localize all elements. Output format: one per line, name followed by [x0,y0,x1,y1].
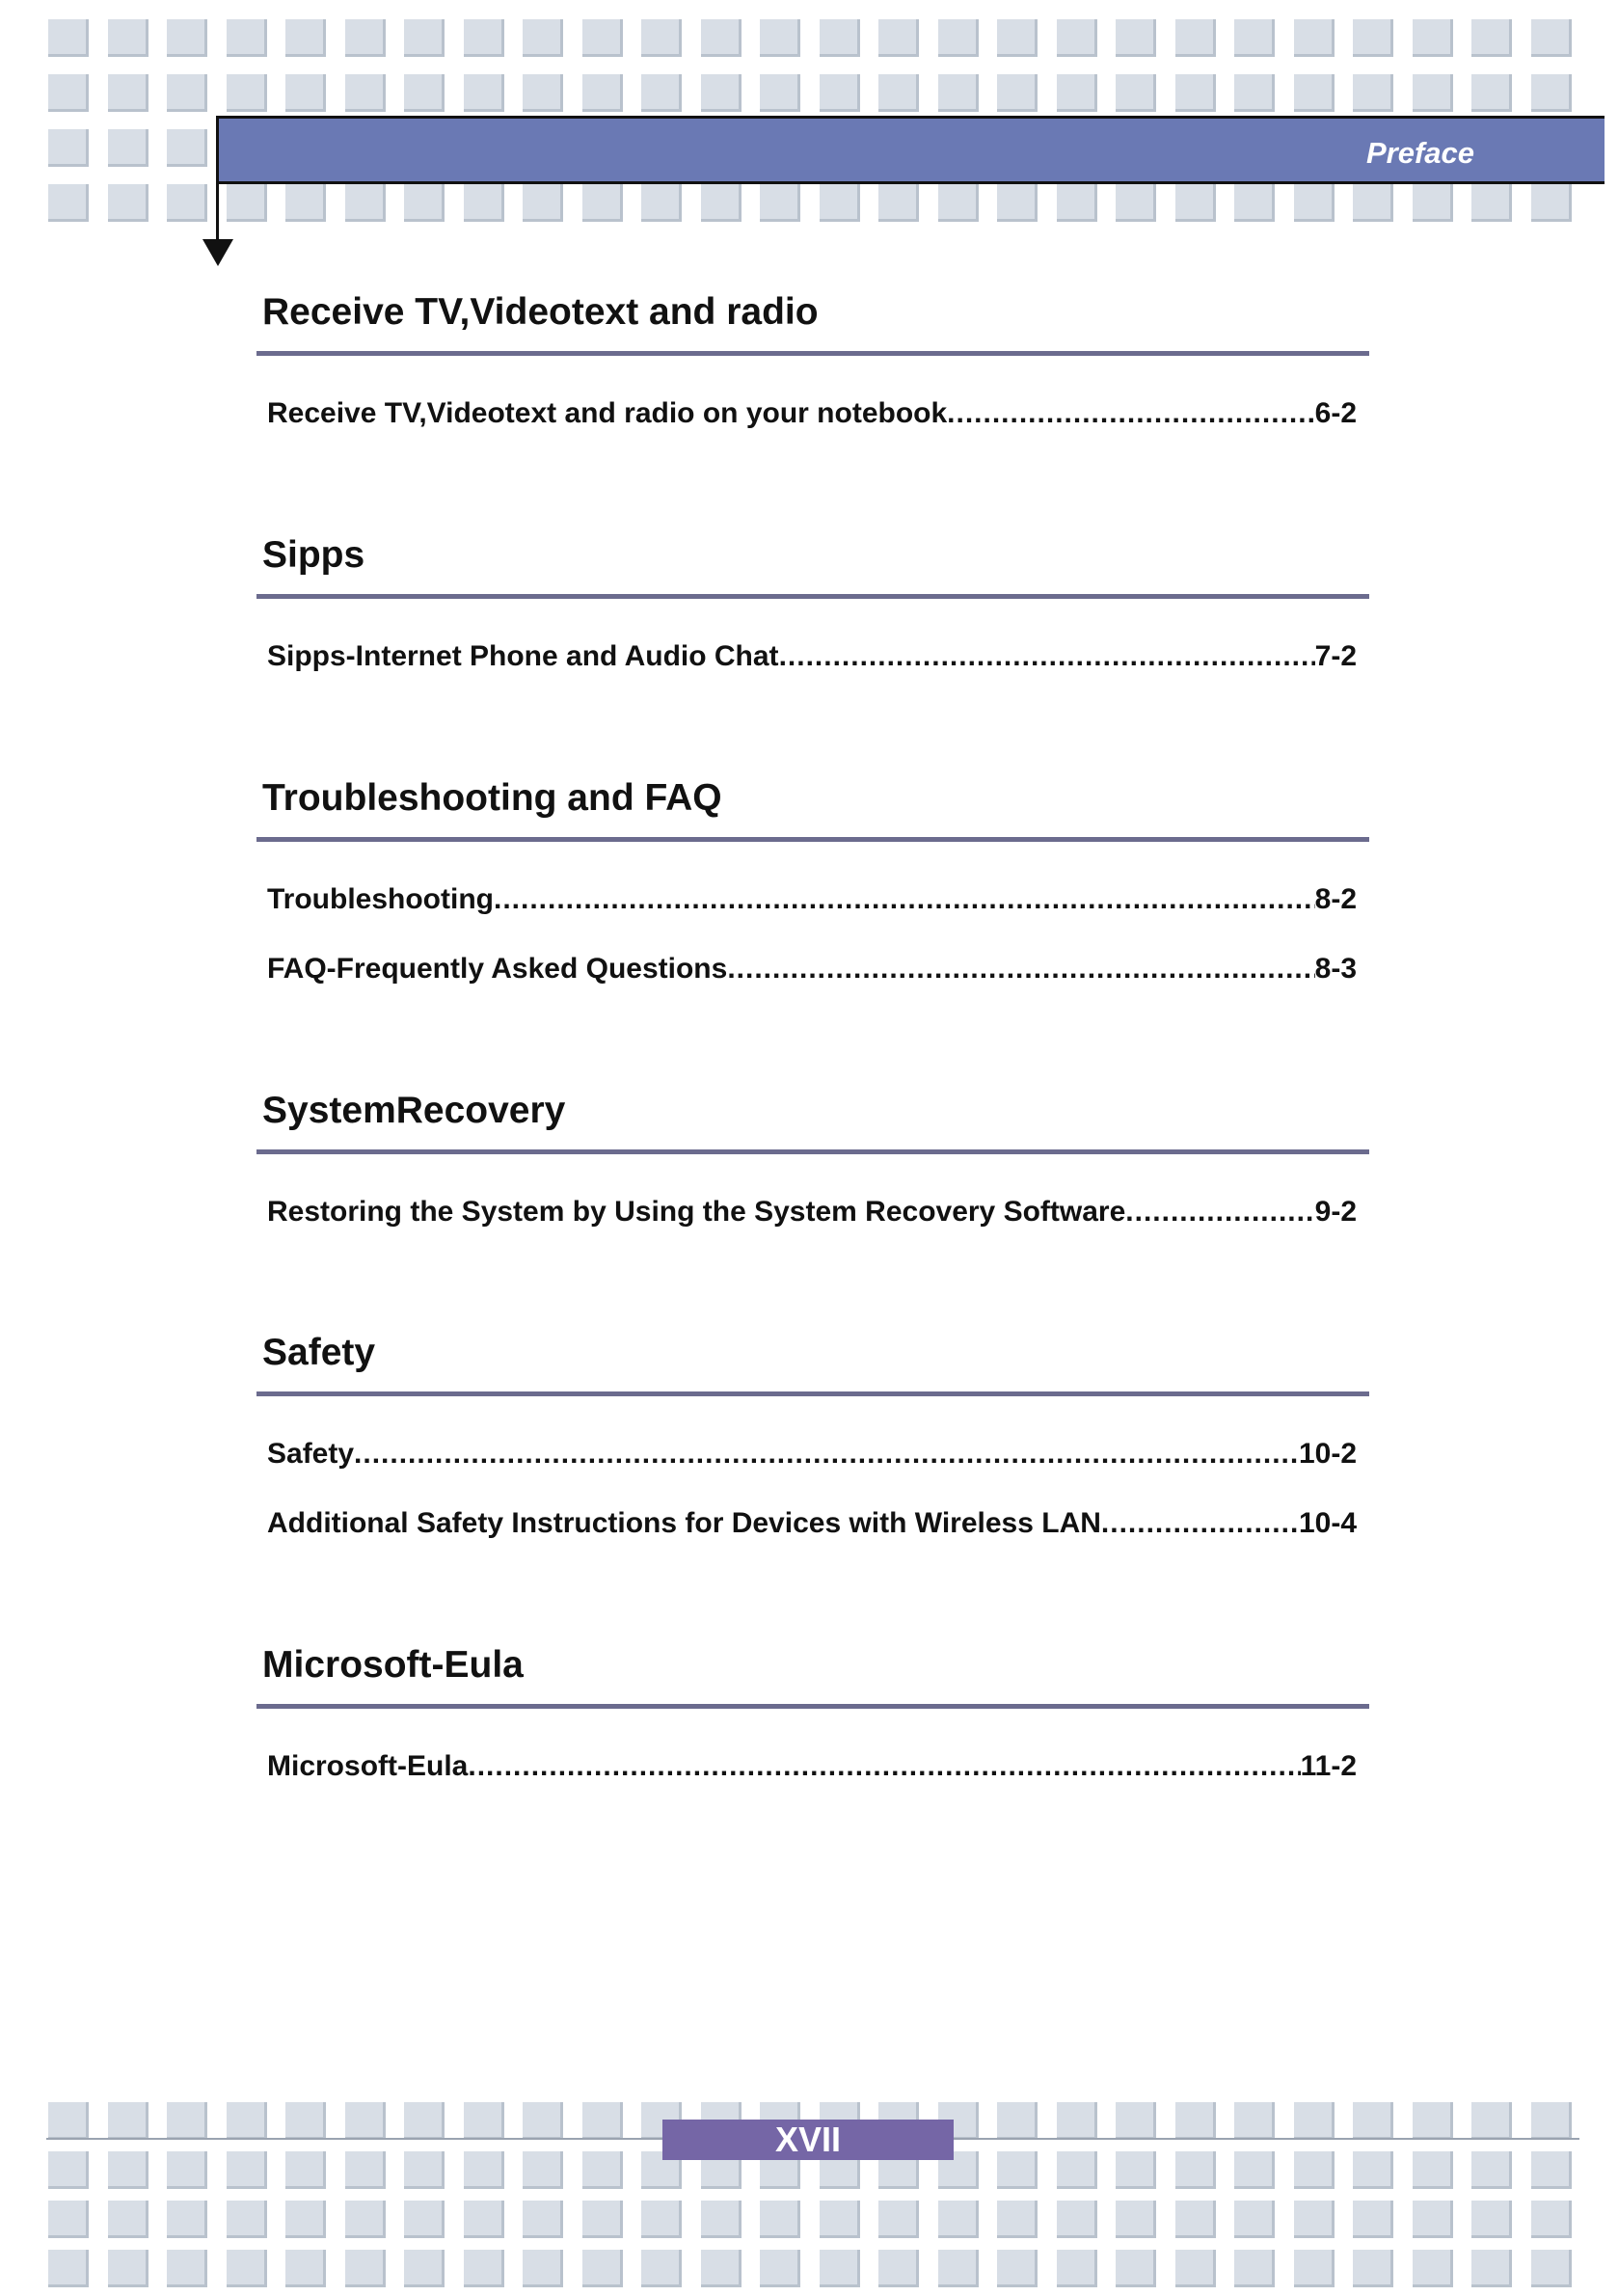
tile [108,19,148,57]
leader-dots [1101,1507,1299,1540]
tile [285,2250,326,2287]
tile [997,2151,1038,2189]
tile [1294,2250,1335,2287]
toc-entry-title: Microsoft-Eula [267,1750,469,1782]
tile [48,2201,89,2238]
tile [523,184,563,222]
tile [1234,2201,1275,2238]
tile [1234,184,1275,222]
tile [1413,2151,1453,2189]
tile [227,2151,267,2189]
tile [285,184,326,222]
tile [1413,2201,1453,2238]
tile [1116,19,1156,57]
tile [820,2201,860,2238]
toc-entry-page: 10-2 [1298,1438,1357,1470]
tile [820,2250,860,2287]
toc-entry-page: 10-4 [1298,1507,1357,1539]
tile [48,129,89,167]
tile [878,184,919,222]
tile [1353,2201,1393,2238]
tile [1471,184,1512,222]
tile [1116,2201,1156,2238]
tile [760,184,800,222]
tile [1057,2151,1097,2189]
tile [167,2201,207,2238]
tile [1353,74,1393,112]
tile [582,2102,623,2140]
toc-entry-title: Troubleshooting [267,883,494,915]
section-heading: Receive TV,Videotext and radio [262,291,819,333]
tile [227,19,267,57]
tile [1413,184,1453,222]
tile [404,2250,445,2287]
tile [938,74,979,112]
tile [1057,74,1097,112]
tile [1234,2102,1275,2140]
tile [1413,19,1453,57]
tile [1471,2151,1512,2189]
toc-entry[interactable] [267,640,1357,675]
tile [108,2201,148,2238]
tile [878,19,919,57]
section-heading: Safety [262,1332,376,1373]
tile [878,2201,919,2238]
tile [1057,2102,1097,2140]
section-rule [256,837,1369,842]
tile [1175,19,1216,57]
tile [1116,184,1156,222]
tile [1531,19,1572,57]
tile [285,2102,326,2140]
tile [1294,19,1335,57]
tile [48,2151,89,2189]
tile [523,2201,563,2238]
tile [464,19,504,57]
tile [1471,2250,1512,2287]
tile [1471,19,1512,57]
section-heading: Microsoft-Eula [262,1644,524,1686]
toc-entry[interactable] [267,1196,1357,1230]
tile [404,19,445,57]
tile [701,19,742,57]
tile [641,74,682,112]
tile [227,2250,267,2287]
tile [582,2250,623,2287]
tile [1234,19,1275,57]
section-heading: Troubleshooting and FAQ [262,777,722,819]
tile [582,2201,623,2238]
tile [464,74,504,112]
tile [345,2102,386,2140]
tile [760,19,800,57]
tile [1471,2201,1512,2238]
tile [1294,184,1335,222]
tile [1057,2201,1097,2238]
leader-dots [727,953,1314,986]
tile [464,2102,504,2140]
tile [108,2102,148,2140]
leader-dots [468,1750,1300,1783]
tile [523,2250,563,2287]
toc-entry-page: 11-2 [1300,1750,1357,1782]
header-connector-line [216,116,219,241]
tile [1057,2250,1097,2287]
toc-entry-title: FAQ-Frequently Asked Questions [267,953,728,985]
tile [701,184,742,222]
tile [167,19,207,57]
tile [1353,2151,1393,2189]
section-rule [256,1704,1369,1709]
tile [1353,19,1393,57]
tile [523,2151,563,2189]
toc-entry-page: 8-3 [1314,953,1357,985]
tile [227,184,267,222]
tile [820,74,860,112]
tile [1471,2102,1512,2140]
tile [523,74,563,112]
toc-entry-page: 8-2 [1314,883,1357,915]
section-heading: Sipps [262,534,365,576]
down-arrow-icon [202,239,233,266]
leader-dots [494,883,1315,916]
tile [285,2151,326,2189]
tile [641,2201,682,2238]
section-heading: SystemRecovery [262,1090,566,1131]
tile [1294,2102,1335,2140]
tile [285,19,326,57]
toc-entry[interactable] [267,1750,1357,1785]
toc-entry-title: Additional Safety Instructions for Devices with Wireless LAN [267,1507,1101,1539]
leader-dots [947,397,1314,430]
tile [1531,2102,1572,2140]
tile [1175,184,1216,222]
tile [1531,2151,1572,2189]
tile [464,2250,504,2287]
tile [997,2201,1038,2238]
toc-entry-page: 7-2 [1314,640,1357,672]
toc-entry[interactable] [267,1438,1357,1472]
tile [523,2102,563,2140]
tile [1175,2151,1216,2189]
tile [1531,2250,1572,2287]
tile [404,184,445,222]
tile [404,2151,445,2189]
tile [1116,2250,1156,2287]
tile [345,19,386,57]
tile [1353,2102,1393,2140]
tile [997,184,1038,222]
tile [227,2102,267,2140]
tile [167,2151,207,2189]
tile [1531,74,1572,112]
tile [227,2201,267,2238]
tile [464,184,504,222]
tile [878,2250,919,2287]
tile [760,2201,800,2238]
toc-entry-title: Safety [267,1438,355,1470]
tile [1234,74,1275,112]
tile [48,2250,89,2287]
tile [523,19,563,57]
tile [345,2201,386,2238]
tile [167,2250,207,2287]
tile [938,19,979,57]
tile [1413,74,1453,112]
tile [701,2250,742,2287]
tile [1175,2201,1216,2238]
section-rule [256,1149,1369,1154]
tile [641,2250,682,2287]
toc-entry-title: Restoring the System by Using the System Recovery Software [267,1196,1126,1228]
toc-entry-title: Sipps-Internet Phone and Audio Chat [267,640,779,672]
tile [582,2151,623,2189]
tile [1294,2151,1335,2189]
tile [108,74,148,112]
tile [938,184,979,222]
tile [1175,2102,1216,2140]
tile [997,2102,1038,2140]
tile [760,2250,800,2287]
tile [1234,2250,1275,2287]
tile [1531,2201,1572,2238]
toc-entry-page: 6-2 [1314,397,1357,429]
tile [48,74,89,112]
tile [760,74,800,112]
section-rule [256,1391,1369,1396]
tile [582,184,623,222]
toc-entry[interactable] [267,953,1357,987]
tile [167,184,207,222]
tile [938,2201,979,2238]
tile [167,2102,207,2140]
toc-entry[interactable] [267,397,1357,432]
tile [938,2250,979,2287]
tile [108,2250,148,2287]
leader-dots [779,640,1315,673]
toc-entry[interactable] [267,883,1357,918]
tile [878,74,919,112]
page-number-badge: XVII [662,2120,954,2160]
tile [1175,74,1216,112]
tile [641,19,682,57]
tile [1116,74,1156,112]
tile [820,19,860,57]
tile [345,184,386,222]
tile [345,74,386,112]
tile [464,2151,504,2189]
tile [1413,2250,1453,2287]
tile [404,2201,445,2238]
toc-entry-title: Receive TV,Videotext and radio on your notebook [267,397,948,429]
tile [108,129,148,167]
header-bar [216,116,1605,184]
tile [1353,184,1393,222]
toc-entry[interactable] [267,1507,1357,1542]
tile [1294,74,1335,112]
tile [701,2201,742,2238]
tile [48,2102,89,2140]
tile [48,184,89,222]
tile [404,2102,445,2140]
tile [1413,2102,1453,2140]
tile [701,74,742,112]
tile [48,19,89,57]
tile [285,74,326,112]
tile [167,129,207,167]
tile [997,2250,1038,2287]
tile [997,19,1038,57]
tile [1294,2201,1335,2238]
leader-dots [1125,1196,1314,1229]
tile [227,74,267,112]
tile [285,2201,326,2238]
tile [345,2250,386,2287]
tile [464,2201,504,2238]
section-rule [256,351,1369,356]
tile [1116,2102,1156,2140]
tile [1234,2151,1275,2189]
tile [1175,2250,1216,2287]
tile [108,2151,148,2189]
toc-entry-page: 9-2 [1314,1196,1357,1228]
tile [167,74,207,112]
tile [582,74,623,112]
tile [582,19,623,57]
page-header-title: Preface [1365,136,1474,170]
tile [641,184,682,222]
tile [1353,2250,1393,2287]
tile [1531,184,1572,222]
tile [1057,19,1097,57]
tile [1471,74,1512,112]
tile [1116,2151,1156,2189]
leader-dots [354,1438,1299,1471]
tile [1057,184,1097,222]
tile [108,184,148,222]
tile [820,184,860,222]
tile [404,74,445,112]
tile [997,74,1038,112]
section-rule [256,594,1369,599]
tile [345,2151,386,2189]
